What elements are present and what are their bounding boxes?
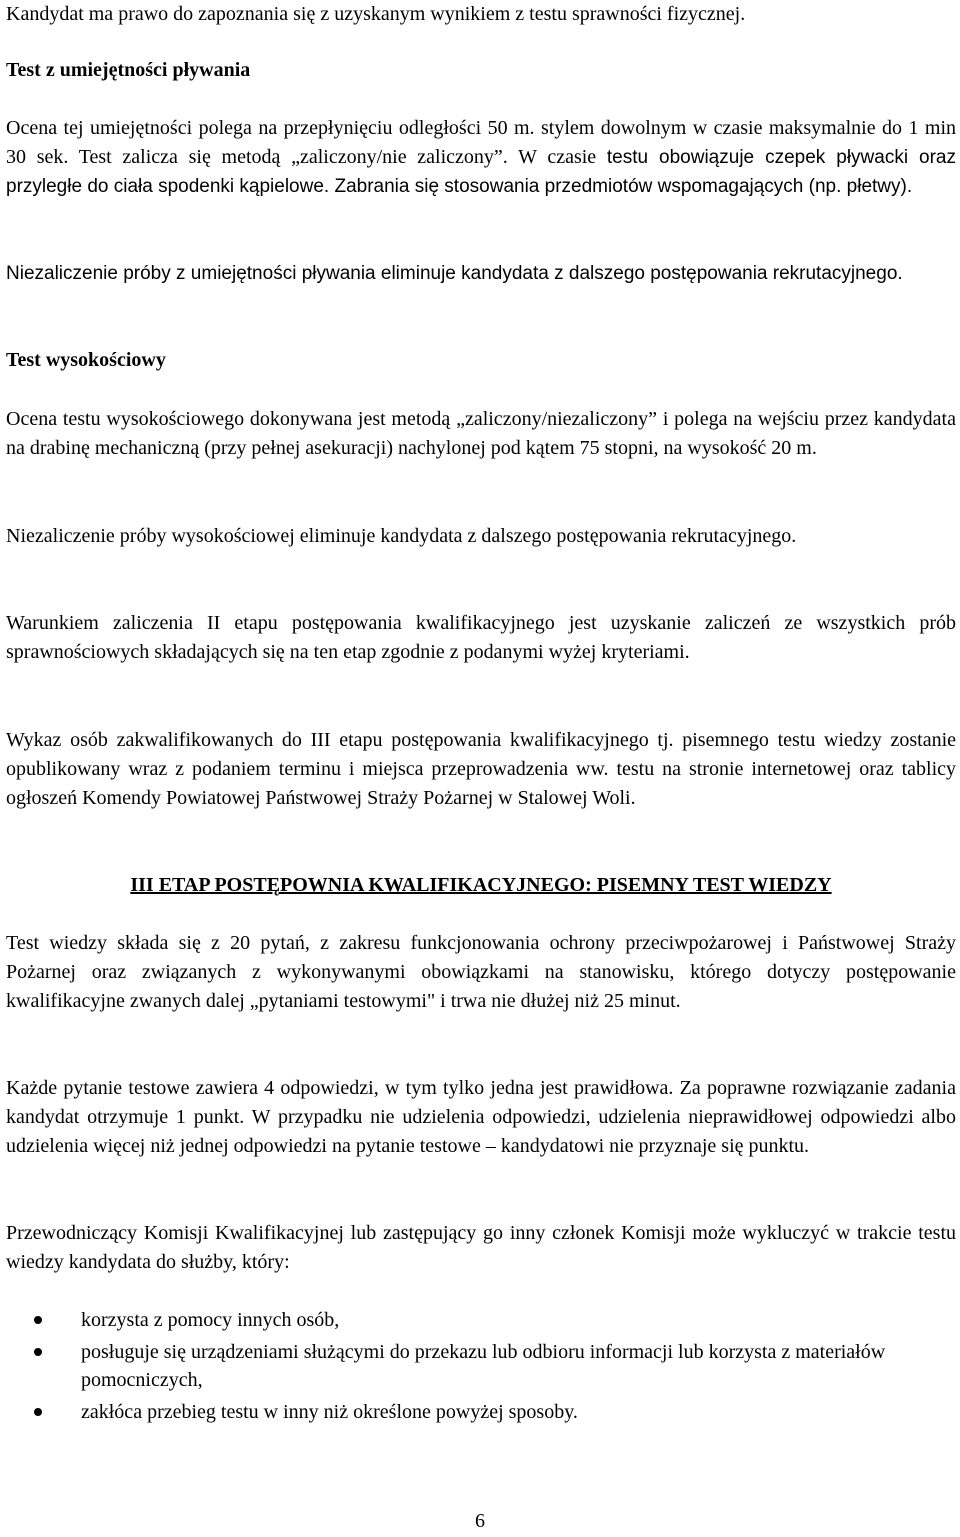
swim-paragraph-1	[6, 114, 956, 201]
height-paragraph-2: Niezaliczenie próby wysokościowej eliminuje kandydata z dalszego postępowania rekrutacyjnego.	[6, 525, 797, 547]
intro-line: Kandydat ma prawo do zapoznania się z uzyskanym wynikiem z testu sprawności fizycznej.	[6, 3, 746, 25]
swim-paragraph-1-part-1: Ocena tej umiejętności polega na przepłynięciu odległości 50 m. stylem dowolnym w czasie maksymalnie do 1 min 30 sek. Test zalicza się metodą „zaliczony/nie zaliczony”. W czasie	[6, 117, 956, 168]
swim-heading: Test z umiejętności pływania	[6, 59, 251, 81]
bullet-icon	[34, 1316, 42, 1324]
test-paragraph-1: Test wiedzy składa się z 20 pytań, z zakresu funkcjonowania ochrony przeciwpożarowej i Państwowej Straży Pożarnej oraz związanych z wykonywanymi obowiązkami na stanowisku, którego dotyczy postępowanie kwalifikacyjne zwanych dalej „pytaniami testowymi" i trwa nie dłużej niż 25 minut.	[6, 932, 956, 1012]
swim-paragraph-1-part-2: testu obowiązuje czepek pływacki oraz przyległe do ciała spodenki kąpielowe. Zabrania się stosowania przedmiotów wspomagających (np. płetwy).	[6, 147, 956, 197]
height-paragraph-1: Ocena testu wysokościowego dokonywana jest metodą „zaliczony/niezaliczony” i polega na wejściu przez kandydata na drabinę mechaniczną (przy pełnej asekuracji) nachylonej pod kątem 75 stopni, na wysokość 20 m.	[6, 408, 956, 459]
height-heading: Test wysokościowy	[6, 349, 166, 371]
test-paragraph-2: Każde pytanie testowe zawiera 4 odpowiedzi, w tym tylko jedna jest prawidłowa. Za poprawne rozwiązanie zadania kandydat otrzymuje 1 punkt. W przypadku nie udzielenia odpowiedzi, udzielenia nieprawidłowej odpowiedzi albo udzielenia więcej niż jednej odpowiedzi na pytanie testowe – kandydatowi nie przyznaje się punktu.	[6, 1077, 956, 1157]
list-item-text: korzysta z pomocy innych osób,	[81, 1309, 340, 1331]
list-item	[6, 1398, 956, 1426]
bullet-icon	[34, 1348, 42, 1356]
swim-paragraph-2: Niezaliczenie próby z umiejętności pływania eliminuje kandydata z dalszego postępowania rekrutacyjnego.	[6, 263, 903, 284]
exclusion-list	[6, 1306, 956, 1426]
list-item-text: zakłóca przebieg testu w inny niż określone powyżej sposoby.	[81, 1401, 578, 1423]
stage2-condition: Warunkiem zaliczenia II etapu postępowania kwalifikacyjnego jest uzyskanie zaliczeń ze wszystkich prób sprawnościowych składających się na ten etap zgodnie z podanymi wyżej kryteriami.	[6, 612, 956, 663]
stage3-heading: III ETAP POSTĘPOWNIA KWALIFIKACYJNEGO: PISEMNY TEST WIEDZY	[130, 874, 832, 896]
test-paragraph-3: Przewodniczący Komisji Kwalifikacyjnej lub zastępujący go inny członek Komisji może wykluczyć w trakcie testu wiedzy kandydata do służby, który:	[6, 1222, 956, 1273]
bullet-icon	[34, 1408, 42, 1416]
list-publication: Wykaz osób zakwalifikowanych do III etapu postępowania kwalifikacyjnego tj. pisemnego testu wiedzy zostanie opublikowany wraz z podaniem terminu i miejsca przeprowadzenia ww. testu na stronie internetowej oraz tablicy ogłoszeń Komendy Powiatowej Państwowej Straży Pożarnej w Stalowej Woli.	[6, 729, 956, 809]
list-item	[6, 1338, 956, 1394]
page-number: 6	[475, 1510, 485, 1532]
list-item-text: posługuje się urządzeniami służącymi do przekazu lub odbioru informacji lub korzysta z materiałów pomocniczych,	[81, 1341, 886, 1391]
list-item	[6, 1306, 956, 1334]
